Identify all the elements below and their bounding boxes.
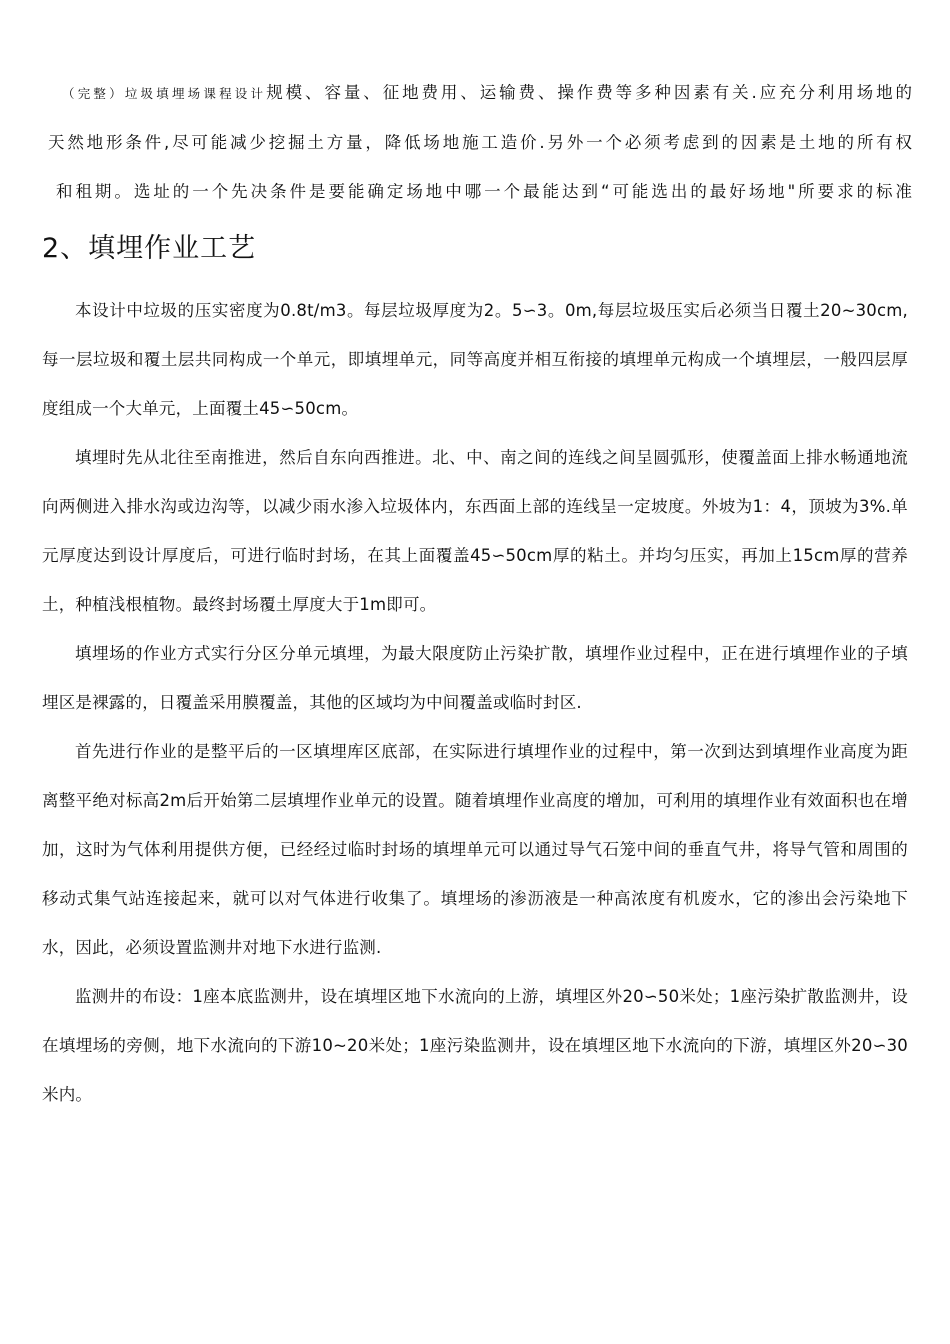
running-header: （完整）垃圾填埋场课程设计 <box>62 86 267 101</box>
intro-line-1 <box>42 68 912 118</box>
intro-paragraph <box>42 68 912 216</box>
intro-line-3: 和租期。选址的一个先决条件是要能确定场地中哪一个最能达到“可能选出的最好场地"所要求的标准 <box>56 182 912 201</box>
section-body <box>42 286 908 1119</box>
paragraph-operation-mode: 填埋场的作业方式实行分区分单元填埋，为最大限度防止污染扩散，填埋作业过程中，正在进行填埋作业的子填埋区是裸露的，日覆盖采用膜覆盖，其他的区域均为中间覆盖或临时封区. <box>42 644 908 712</box>
paragraph-monitoring-wells: 监测井的布设：1座本底监测井，设在填埋区地下水流向的上游，填埋区外20∽50米处；1座污染扩散监测井，设在填埋场的旁侧，地下水流向的下游10~20米处；1座污染监测井，设在填埋区地下水流向的下游，填埋区外20∽30米内。 <box>42 987 908 1104</box>
section-heading: 2、填埋作业工艺 <box>42 233 257 264</box>
paragraph-filling-direction: 填埋时先从北往至南推进，然后自东向西推进。北、中、南之间的连线之间呈圆弧形，使覆盖面上排水畅通地流向两侧进入排水沟或边沟等，以减少雨水渗入垃圾体内，东西面上部的连线呈一定坡度。外坡为1：4，顶坡为3%.单元厚度达到设计厚度后，可进行临时封场，在其上面覆盖45∽50cm厚的粘土。并均匀压实，再加上15cm厚的营养土，种植浅根植物。最终封场覆土厚度大于1m即可。 <box>42 448 908 614</box>
paragraph-compaction: 本设计中垃圾的压实密度为0.8t/m3。每层垃圾厚度为2。5∽3。0m,每层垃圾压实后必须当日覆土20~30cm,每一层垃圾和覆土层共同构成一个单元，即填埋单元，同等高度并相互衔接的填埋单元构成一个填埋层，一般四层厚度组成一个大单元，上面覆土45∽50cm。 <box>42 301 908 418</box>
intro-line-2: 天然地形条件,尽可能减少挖掘土方量，降低场地施工造价.另外一个必须考虑到的因素是土地的所有权 <box>48 133 912 152</box>
intro-line-1-text: 规模、容量、征地费用、运输费、操作费等多种因素有关.应充分利用场地的 <box>266 83 912 102</box>
paragraph-first-zone: 首先进行作业的是整平后的一区填埋库区底部，在实际进行填埋作业的过程中，第一次到达到填埋作业高度为距离整平绝对标高2m后开始第二层填埋作业单元的设置。随着填埋作业高度的增加，可利用的填埋作业有效面积也在增加，这时为气体利用提供方便，已经经过临时封场的填埋单元可以通过导气石笼中间的垂直气井，将导气管和周围的移动式集气站连接起来，就可以对气体进行收集了。填埋场的渗沥液是一种高浓度有机废水，它的渗出会污染地下水，因此，必须设置监测井对地下水进行监测. <box>42 742 908 957</box>
